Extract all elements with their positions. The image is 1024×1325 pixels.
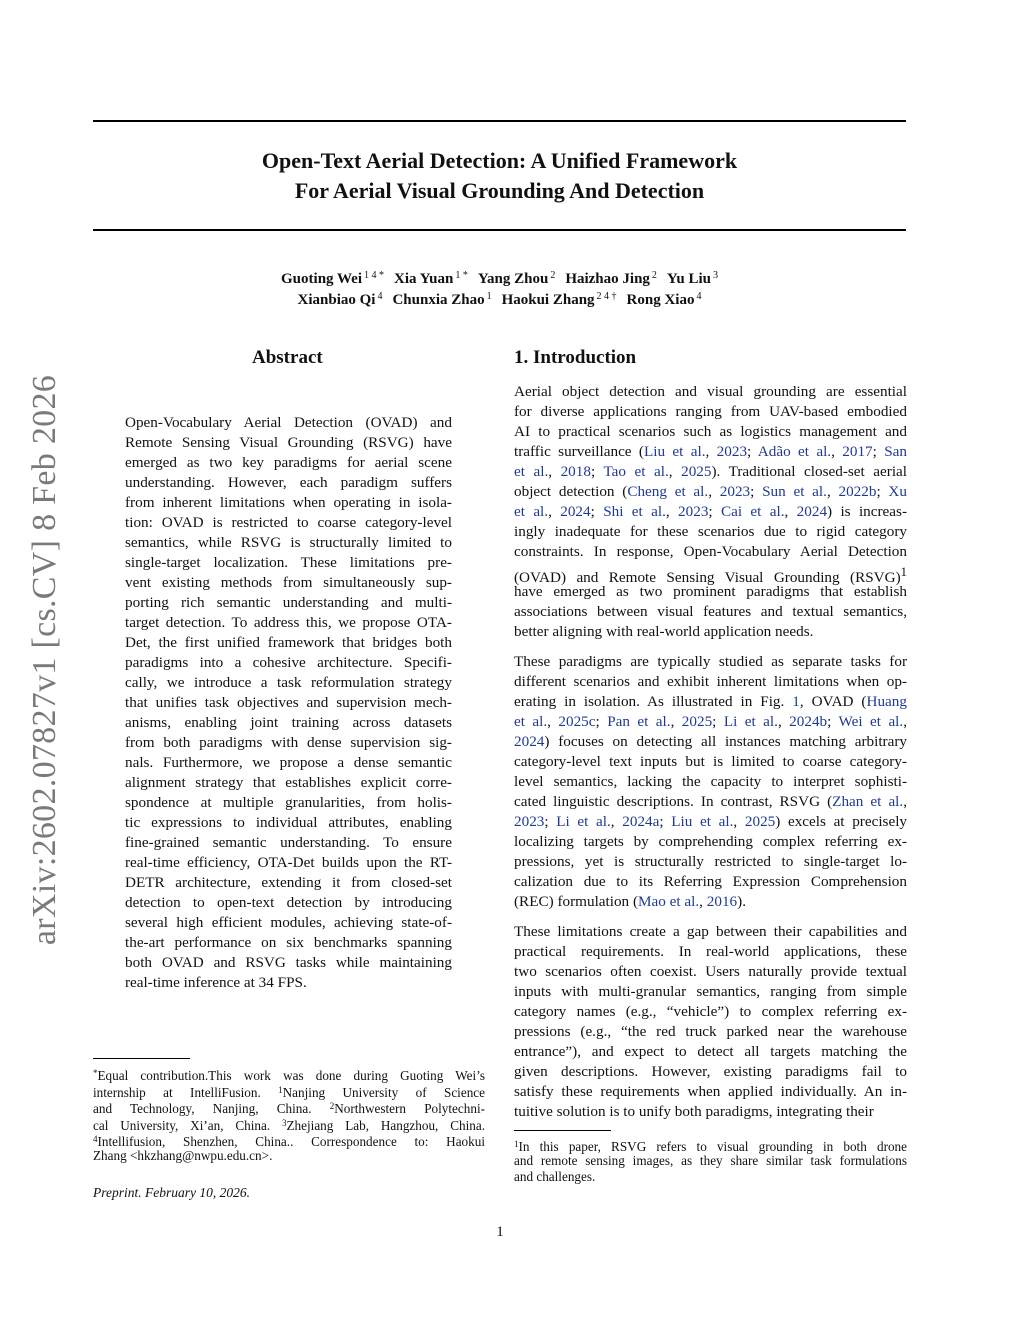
text-run: ingly inadequate for these scenarios due to rigid category — [514, 523, 907, 540]
footnote-marker: 2 — [329, 1101, 335, 1111]
text-line: practical requirements. In real-world applications, these — [514, 943, 907, 960]
author-name: Guoting Wei $^{1 4 *}$ — [281, 270, 385, 287]
text-run: In this paper, RSVG refers to visual grounding in both drone — [518, 1139, 907, 1154]
footnote-line — [93, 1098, 485, 1115]
text-line — [514, 652, 907, 672]
abstract-line: DETR architecture, extending it from closed-set — [125, 874, 452, 891]
text-line — [514, 542, 907, 562]
abstract-line: tic expressions to individual attributes, enabling — [125, 814, 452, 831]
text-line — [514, 772, 907, 792]
citation-link[interactable]: 2018 — [560, 463, 591, 480]
citation-link[interactable]: San — [884, 443, 907, 460]
introduction-heading: 1. Introduction — [514, 347, 637, 368]
citation-link[interactable]: Huang — [866, 693, 907, 710]
abstract-body — [125, 413, 452, 993]
footnote-line — [93, 1065, 485, 1082]
footnote-marker: 1 — [514, 1139, 519, 1149]
text-line — [514, 732, 907, 752]
citation-link[interactable]: et al. — [514, 463, 549, 480]
title-rule-bottom — [93, 229, 906, 231]
author-affiliation-marker: 1 * — [455, 270, 468, 281]
abstract-line: single-target localization. These limitations pre- — [125, 554, 452, 571]
citation-link[interactable]: 2024 — [560, 503, 591, 520]
text-run: , — [826, 483, 839, 500]
citation-link[interactable]: 2024b — [789, 713, 828, 730]
text-line: category names (e.g., “vehicle”) to complex referring ex- — [514, 1003, 907, 1020]
citation-link[interactable]: Sun et al. — [762, 483, 827, 500]
text-run: , — [610, 813, 623, 830]
text-line — [514, 502, 907, 522]
text-run: , OVAD ( — [799, 693, 867, 710]
footnote-line — [514, 1153, 907, 1170]
citation-link[interactable]: Adão et al. — [757, 443, 832, 460]
citation-link[interactable]: Zhan et al. — [832, 793, 904, 810]
citation-link[interactable]: 2024a — [622, 813, 660, 830]
author-name: Xia Yuan $^{1 *}$ — [394, 270, 468, 287]
text-line — [514, 582, 907, 602]
text-run: Zhejiang Lab, Hangzhou, China. — [286, 1117, 486, 1133]
text-run: and remote sensing images, as they share similar task formulations — [514, 1152, 907, 1168]
abstract-heading: Abstract — [252, 347, 323, 368]
text-line — [514, 462, 907, 482]
abstract-line: from inherent limitations when operating in isola- — [125, 494, 452, 511]
text-line — [514, 792, 907, 812]
citation-link[interactable]: 2025 — [681, 463, 712, 480]
citation-link[interactable]: Li et al. — [723, 713, 778, 730]
text-run: ; — [750, 483, 763, 500]
author-list-row-2 — [93, 286, 906, 311]
author-name: Yang Zhou $^2$ — [477, 270, 556, 287]
text-run: ). Traditional closed-set aerial — [711, 463, 908, 480]
abstract-line: alignment strategy that establishes explicit corre- — [125, 774, 452, 791]
abstract-line: porting rich semantic understanding and multi- — [125, 594, 452, 611]
citation-link[interactable]: Cai et al. — [720, 503, 785, 520]
text-line — [514, 752, 907, 772]
rsvg-footnote — [514, 1136, 907, 1186]
text-run: ) excels at precisely — [775, 813, 908, 830]
footnote-rule-left — [93, 1058, 190, 1059]
text-line — [514, 422, 907, 442]
citation-link[interactable]: Tao et al. — [603, 463, 669, 480]
text-run: cated linguistic descriptions. In contrast, RSVG ( — [514, 793, 833, 810]
text-line: These limitations create a gap between their capabilities and — [514, 923, 907, 940]
author-affiliation-marker: 1 4 * — [364, 270, 385, 281]
text-run: Equal contribution.This work was done during Guoting Wei’s — [97, 1068, 485, 1083]
text-line: satisfy these requirements when applied individually. An in- — [514, 1083, 907, 1100]
text-run: ; — [747, 443, 758, 460]
text-run: for diverse applications ranging from UAV-based embodied — [514, 403, 907, 420]
text-run: and challenges. — [514, 1169, 596, 1184]
intro-paragraph-1 — [514, 382, 907, 642]
paper-title-line-1: Open-Text Aerial Detection: A Unified Framework — [261, 148, 738, 173]
text-run: category-level text inputs but is limited to coarse category- — [514, 753, 907, 770]
footnote-line — [514, 1169, 907, 1186]
intro-paragraph-2 — [514, 652, 907, 912]
text-run: , — [548, 503, 561, 520]
text-run: , — [668, 463, 682, 480]
citation-link[interactable]: Liu et al. — [671, 813, 734, 830]
text-line — [514, 382, 907, 402]
text-run: ; — [712, 713, 724, 730]
text-run: (REC) formulation ( — [514, 893, 639, 910]
author-affiliation-marker: 3 — [712, 270, 718, 281]
abstract-line: that unifies task objectives and supervision mech- — [125, 694, 452, 711]
abstract-line: semantics, while RSVG is structurally limited to — [125, 534, 452, 551]
text-run: associations between visual features and textual semantics, — [514, 603, 907, 620]
citation-link[interactable]: 2023 — [719, 483, 751, 500]
text-run: ; — [595, 713, 608, 730]
text-run: , — [777, 713, 790, 730]
footnote-line — [514, 1136, 907, 1153]
text-run: Aerial object detection and visual grounding are essential — [514, 383, 907, 400]
text-run: cal University, Xi’an, China. — [93, 1117, 282, 1133]
abstract-line: vent existing methods from simultaneously sup- — [125, 574, 452, 591]
author-name: Haizhao Jing $^2$ — [565, 270, 657, 287]
text-line — [514, 832, 907, 852]
text-run: , — [670, 713, 682, 730]
footnote-line — [93, 1131, 485, 1148]
text-run: ; — [872, 443, 885, 460]
abstract-line: paradigms into a cohesive architecture. Specifi- — [125, 654, 452, 671]
citation-link[interactable]: 2023 — [678, 503, 709, 520]
abstract-line: Det, the first unified framework that bridges both — [125, 634, 452, 651]
text-run: have emerged as two prominent paradigms that establish — [514, 583, 907, 600]
author-affiliation-marker: 4 — [377, 291, 383, 302]
abstract-line: the-art performance on six benchmarks spanning — [125, 934, 452, 951]
citation-link[interactable]: 2025c — [558, 713, 596, 730]
text-run: Nanjing University of Science — [282, 1084, 485, 1100]
text-run: ; — [590, 503, 604, 520]
abstract-line: understanding. However, each paradigm suffers — [125, 474, 452, 491]
text-run: calization due to its Referring Expression Comprehension — [514, 873, 907, 890]
citation-link[interactable]: 2024 — [514, 733, 545, 750]
text-run: ; — [708, 503, 721, 520]
paper-title-line-2: For Aerial Visual Grounding And Detection — [294, 178, 705, 203]
footnote-marker: 4 — [93, 1134, 98, 1144]
abstract-line: several high efficient modules, achieving state-of- — [125, 914, 452, 931]
text-line — [514, 672, 907, 692]
citation-link[interactable]: et al. — [514, 503, 549, 520]
text-line: pressions (e.g., “the red truck parked near the warehouse — [514, 1023, 907, 1040]
text-run: constraints. In response, Open-Vocabulary Aerial Detection — [514, 543, 907, 560]
footnote-line — [93, 1082, 485, 1099]
citation-link[interactable]: 2023 — [514, 813, 545, 830]
text-run: different scenarios and exhibit inherent limitations when op- — [514, 673, 907, 690]
text-run: traffic surveillance ( — [514, 443, 644, 460]
text-line — [514, 892, 907, 912]
text-run: ) is increas- — [827, 503, 908, 520]
author-name: Yu Liu $^3$ — [666, 270, 718, 287]
citation-link[interactable]: Mao et al. — [638, 893, 700, 910]
text-line: tuitive solution is to unify both paradigms, integrating their — [514, 1103, 874, 1120]
author-affiliation-marker: 4 — [696, 291, 702, 302]
abstract-line: anisms, enabling joint training across datasets — [125, 714, 452, 731]
text-run: , — [903, 713, 907, 730]
abstract-line: Open-Vocabulary Aerial Detection (OVAD) and — [125, 414, 452, 431]
citation-link[interactable]: 2016 — [706, 893, 738, 910]
text-run: pressions, yet is structurally restricted to single-target lo- — [514, 853, 907, 870]
text-run: Zhang <hkzhang@nwpu.edu.cn>. — [93, 1147, 273, 1163]
author-name: Xianbiao Qi $^4$ — [297, 291, 383, 308]
text-run: ; — [876, 483, 889, 500]
abstract-line: fine-grained semantic understanding. To ensure — [125, 834, 452, 851]
text-run: (OVAD) and Remote Sensing Visual Grounding (RSVG) — [514, 569, 901, 587]
abstract-line: detection to open-text detection by introducing — [125, 894, 452, 911]
abstract-line: from both paradigms with dense supervision sig- — [125, 734, 452, 751]
text-line: entrance”), and expect to detect all targets matching the — [514, 1043, 907, 1060]
text-line — [514, 562, 907, 587]
text-run: Northwestern Polytechni- — [334, 1101, 486, 1116]
citation-link[interactable]: Xu — [888, 483, 907, 500]
author-affiliation-marker: 1 — [486, 291, 492, 302]
text-line — [514, 812, 907, 832]
citation-link[interactable]: et al. — [514, 713, 548, 730]
abstract-line: emerged as two key paradigms for aerial scene — [125, 454, 452, 471]
author-affiliation-marker: 2 — [651, 270, 657, 281]
text-run: better aligning with real-world application needs. — [514, 623, 814, 640]
text-line — [514, 402, 907, 422]
arxiv-identifier: arXiv:2602.07827v1 [cs.CV] 8 Feb 2026 — [26, 374, 63, 946]
citation-link[interactable]: 2023 — [716, 443, 748, 460]
abstract-line: real-time inference at 34 FPS. — [125, 974, 307, 991]
text-run: , — [547, 713, 559, 730]
text-run: ; — [659, 813, 672, 830]
text-run: AI to practical scenarios such as logistics management and — [514, 423, 907, 440]
text-run: object detection ( — [514, 483, 628, 500]
abstract-line: nals. Furthermore, we propose a dense semantic — [125, 754, 452, 771]
abstract-line: cally, we introduce a task reformulation strategy — [125, 674, 452, 691]
author-name: Haokui Zhang $^{2 4 \dagger}$ — [501, 291, 617, 308]
text-run: internship at IntelliFusion. — [93, 1084, 279, 1100]
footnote-marker: 1 — [900, 565, 907, 579]
text-run: ). — [737, 893, 746, 910]
citation-link[interactable]: Wei et al. — [838, 713, 904, 730]
footnote-marker: 3 — [282, 1117, 287, 1128]
text-run: , — [831, 443, 843, 460]
text-run: , — [548, 463, 561, 480]
author-affiliation-marker: 2 — [550, 270, 556, 281]
text-run: Intellifusion, Shenzhen, China.. Correspondence to: Haokui — [97, 1134, 485, 1149]
title-rule-top — [93, 120, 906, 122]
page-number: 1 — [496, 1224, 504, 1240]
preprint-note: Preprint. February 10, 2026. — [93, 1185, 250, 1200]
citation-link[interactable]: Cheng et al. — [627, 483, 709, 500]
text-run: localizing targets by comprehending complex referring ex- — [514, 833, 907, 850]
citation-link[interactable]: Li et al. — [556, 813, 611, 830]
abstract-line: tion: OVAD is restricted to coarse category-level — [125, 514, 452, 531]
text-line — [514, 692, 907, 712]
footnote-rule-right — [514, 1130, 611, 1131]
text-run: and Technology, Nanjing, China. — [93, 1101, 330, 1116]
text-run: ; — [590, 463, 604, 480]
citation-link[interactable]: Liu et al. — [643, 443, 706, 460]
affiliation-footnote — [93, 1065, 485, 1164]
text-run: , — [733, 813, 745, 830]
text-line — [514, 712, 907, 732]
footnote-marker: * — [93, 1068, 98, 1078]
footnote-line — [93, 1148, 485, 1165]
citation-link[interactable]: 2025 — [744, 813, 776, 830]
text-line — [514, 602, 907, 622]
text-line: given descriptions. However, existing paradigms fail to — [514, 1063, 907, 1080]
text-run: ; — [544, 813, 557, 830]
citation-link[interactable]: 1 — [792, 693, 800, 710]
text-run: These paradigms are typically studied as separate tasks for — [514, 653, 907, 670]
text-line — [514, 622, 907, 642]
author-affiliation-marker: 2 4 † — [596, 291, 617, 302]
text-line — [514, 482, 907, 502]
abstract-line: real-time efficiency, OTA-Det builds upon the RT- — [125, 854, 452, 871]
author-name: Rong Xiao $^4$ — [626, 291, 702, 308]
text-run: , — [784, 503, 797, 520]
abstract-line: both OVAD and RSVG tasks while maintaining — [125, 954, 452, 971]
text-run: level semantics, lacking the capacity to interpret sophisti- — [514, 773, 907, 790]
citation-link[interactable]: 2017 — [842, 443, 873, 460]
text-line — [514, 522, 907, 542]
citation-link[interactable]: 2024 — [796, 503, 828, 520]
text-run: , — [903, 793, 907, 810]
text-line: two scenarios often coexist. Users naturally provide textual — [514, 963, 907, 980]
text-run: , — [699, 893, 707, 910]
text-run: ; — [827, 713, 839, 730]
citation-link[interactable]: 2022b — [838, 483, 877, 500]
footnote-line — [93, 1115, 485, 1132]
text-line: inputs with multi-granular semantics, ranging from simple — [514, 983, 907, 1000]
citation-link[interactable]: Pan et al. — [607, 713, 671, 730]
citation-link[interactable]: 2025 — [681, 713, 713, 730]
abstract-line: spondence at multiple granularities, from holis- — [125, 794, 452, 811]
abstract-line: target detection. To address this, we propose OTA- — [125, 614, 452, 631]
text-run: , — [665, 503, 679, 520]
text-run: , — [708, 483, 720, 500]
text-run: ) focuses on detecting all instances matching arbitrary — [544, 733, 907, 750]
intro-paragraph-3 — [514, 922, 907, 1122]
text-line — [514, 442, 907, 462]
text-run: , — [705, 443, 717, 460]
text-line — [514, 852, 907, 872]
text-line — [514, 872, 907, 892]
footnote-marker: 1 — [278, 1084, 283, 1095]
text-run: erating in isolation. As illustrated in Fig. — [514, 693, 793, 710]
author-name: Chunxia Zhao $^1$ — [392, 291, 492, 308]
abstract-line: Remote Sensing Visual Grounding (RSVG) have — [125, 434, 452, 451]
citation-link[interactable]: Shi et al. — [603, 503, 666, 520]
